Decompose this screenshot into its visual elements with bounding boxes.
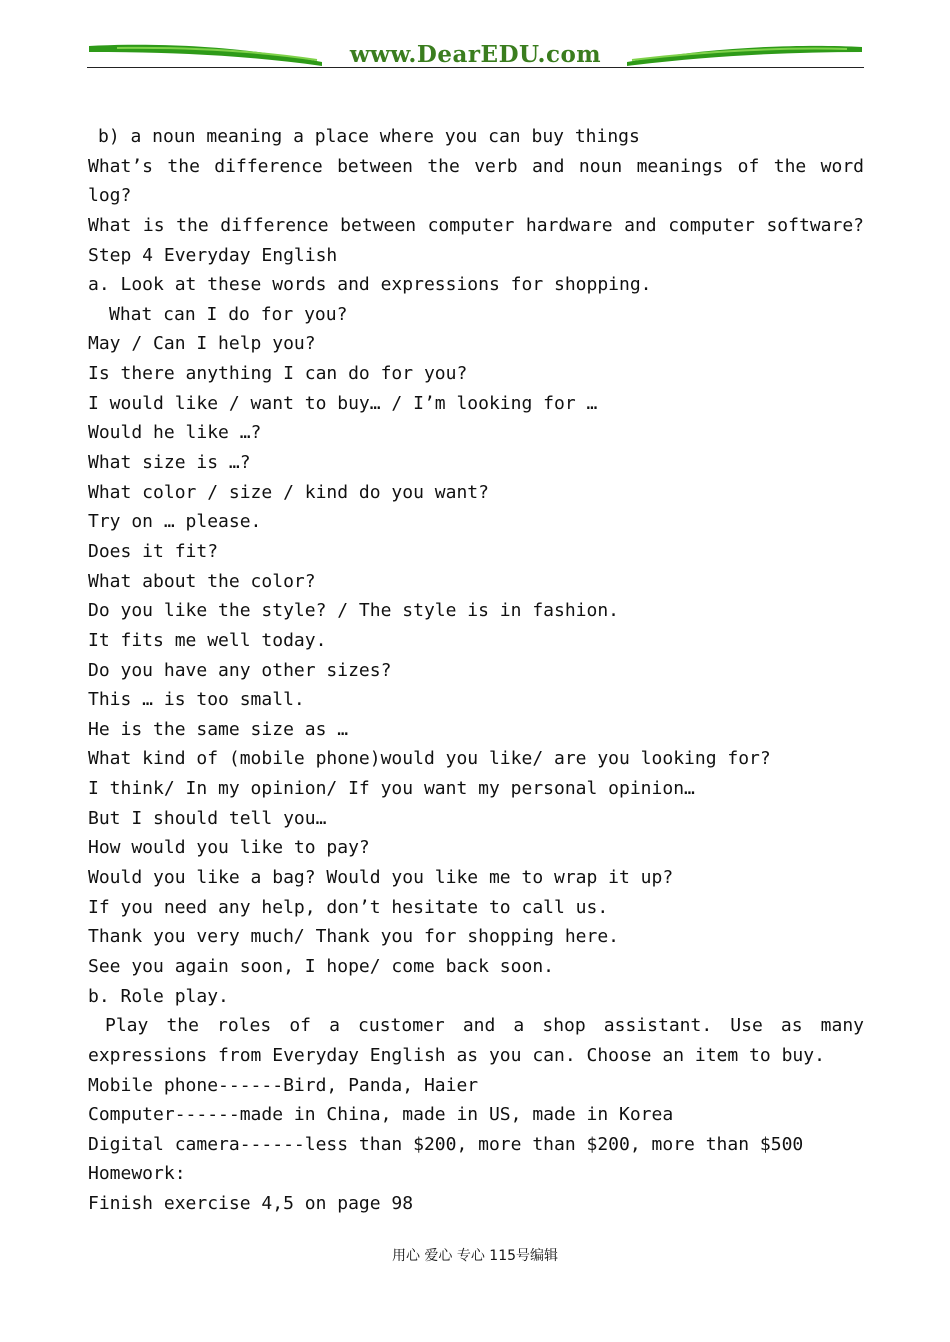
text-line: But I should tell you… bbox=[88, 807, 327, 829]
document-body bbox=[88, 122, 864, 1219]
text-line: He is the same size as … bbox=[88, 718, 349, 740]
text-line: Finish exercise 4,5 on page 98 bbox=[88, 1193, 414, 1215]
text-line: Thank you very much/ Thank you for shopping here. bbox=[88, 926, 620, 948]
text-line: b. Role play. bbox=[88, 985, 229, 1007]
text-line: What kind of (mobile phone)would you like/ are you looking for? bbox=[88, 748, 771, 770]
site-name-logo: www.DearEDU.com bbox=[349, 41, 602, 68]
text-line: It fits me well today. bbox=[88, 629, 327, 651]
text-line: Would you like a bag? Would you like me to wrap it up? bbox=[88, 867, 674, 889]
text-line: What about the color? bbox=[88, 570, 316, 592]
text-line: If you need any help, don’t hesitate to call us. bbox=[88, 896, 609, 918]
header-divider bbox=[87, 67, 864, 68]
text-line: Homework: bbox=[88, 1163, 186, 1185]
text-line: Would he like …? bbox=[88, 422, 262, 444]
text-line: What’s the difference between the verb and noun meanings of the word bbox=[88, 155, 864, 177]
text-line: Digital camera------less than $200, more than $200, more than $500 bbox=[88, 1133, 804, 1155]
text-line: See you again soon, I hope/ come back soon. bbox=[88, 955, 554, 977]
text-line: May / Can I help you? bbox=[88, 333, 316, 355]
text-line: Does it fit? bbox=[88, 540, 219, 562]
text-line: How would you like to pay? bbox=[88, 837, 370, 859]
text-line: expressions from Everyday English as you can. Choose an item to buy. bbox=[88, 1044, 825, 1066]
text-line: What color / size / kind do you want? bbox=[88, 481, 489, 503]
text-line: Computer------made in China, made in US, made in Korea bbox=[88, 1104, 674, 1126]
text-line: I think/ In my opinion/ If you want my personal opinion… bbox=[88, 778, 695, 800]
text-line: a. Look at these words and expressions for shopping. bbox=[88, 274, 652, 296]
text-line: This … is too small. bbox=[88, 689, 305, 711]
text-line: Play the roles of a customer and a shop assistant. Use as many bbox=[105, 1015, 864, 1037]
text-line: Do you like the style? / The style is in fashion. bbox=[88, 600, 620, 622]
text-line: What size is …? bbox=[88, 452, 251, 474]
text-line: Do you have any other sizes? bbox=[88, 659, 392, 681]
text-line: Try on … please. bbox=[88, 511, 262, 533]
text-line: Is there anything I can do for you? bbox=[88, 363, 468, 385]
section-heading: Step 4 Everyday English bbox=[88, 244, 338, 266]
text-line: I would like / want to buy… / I’m looking for … bbox=[88, 392, 598, 414]
text-line: b) a noun meaning a place where you can buy things bbox=[98, 126, 640, 147]
text-line: Mobile phone------Bird, Panda, Haier bbox=[88, 1074, 479, 1096]
text-line: log? bbox=[88, 185, 132, 207]
text-line: What is the difference between computer hardware and computer software? bbox=[88, 214, 864, 236]
page-footer: 用心 爱心 专心 115号编辑 bbox=[391, 1248, 559, 1264]
text-line: What can I do for you? bbox=[109, 303, 348, 325]
